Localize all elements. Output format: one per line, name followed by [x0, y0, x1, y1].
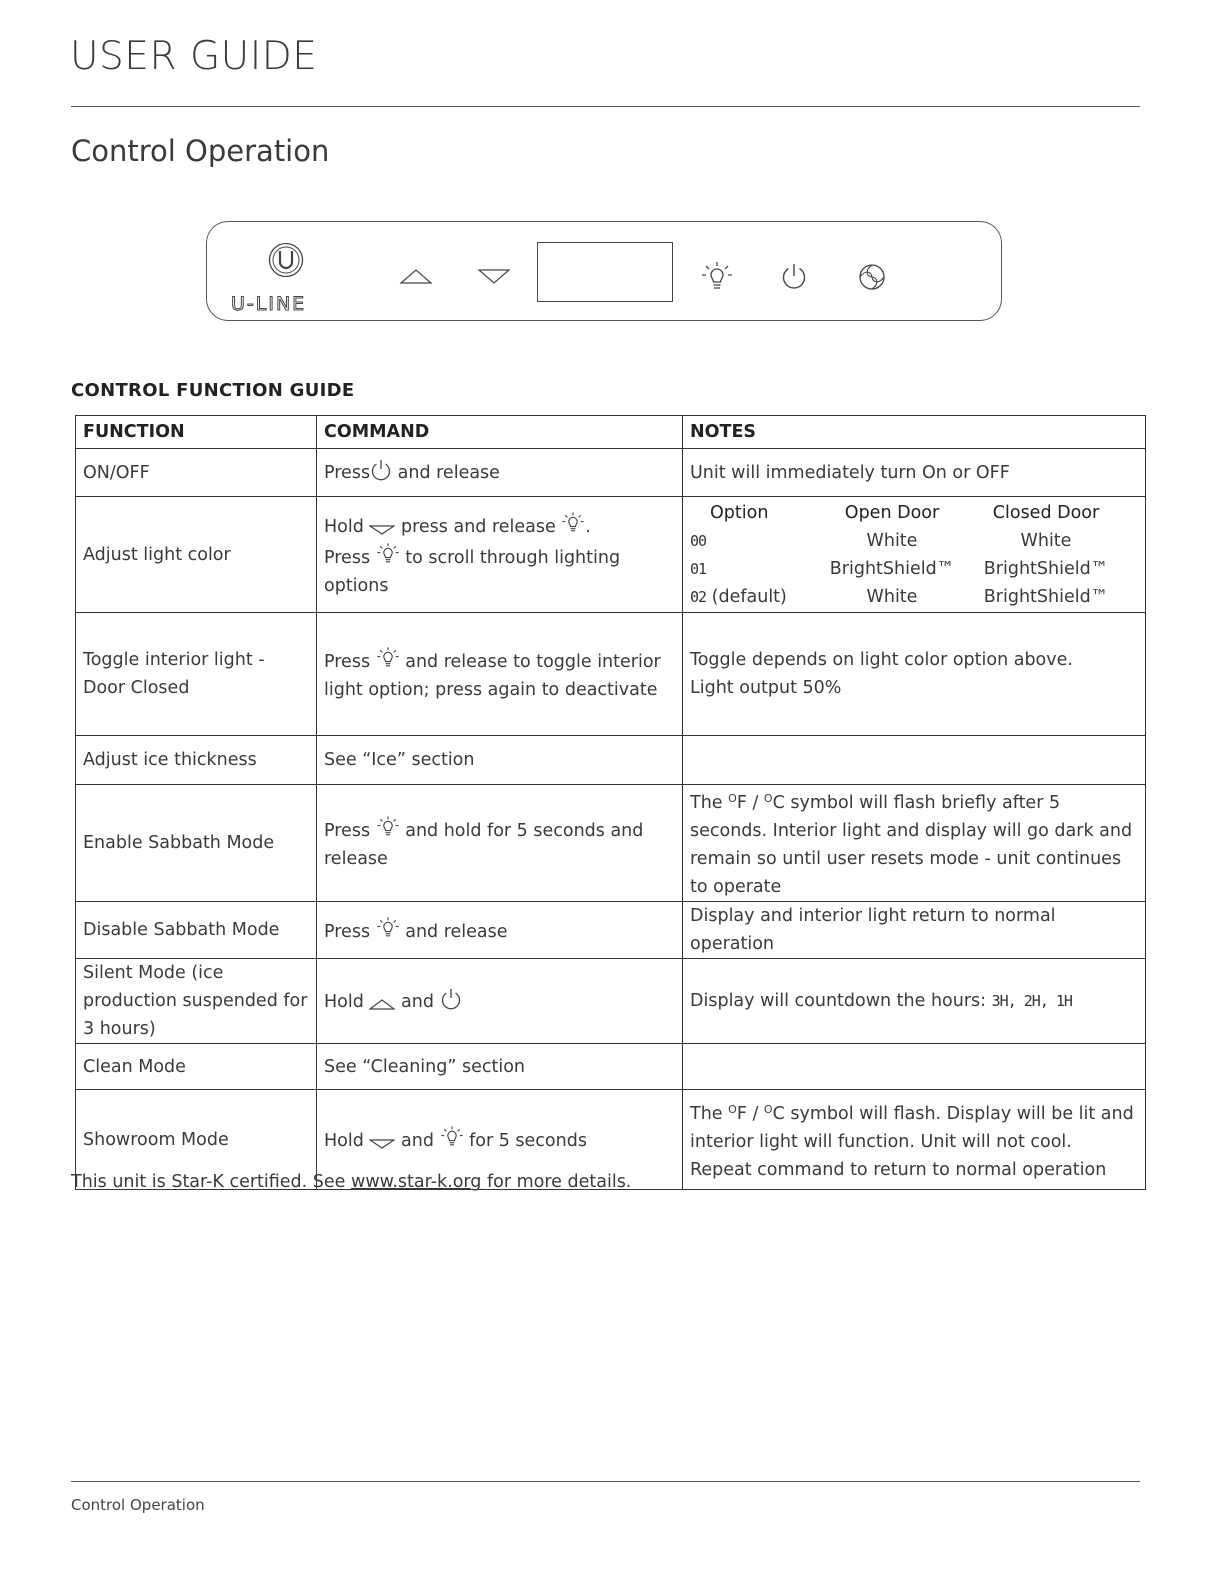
command-text: and — [401, 991, 434, 1012]
command-text: Hold — [324, 516, 364, 537]
function-cell: Showroom Mode — [76, 1090, 317, 1190]
command-cell — [317, 959, 683, 1044]
temperature-display — [537, 242, 673, 302]
table-row — [76, 1044, 1146, 1090]
table-row — [76, 497, 1146, 613]
function-cell: Enable Sabbath Mode — [76, 785, 317, 902]
function-cell: Adjust light color — [76, 497, 317, 613]
option-code: 00 — [690, 531, 707, 550]
notes-line: Light output 50% — [690, 678, 842, 698]
star-k-link[interactable]: www.star-k.org — [351, 1172, 482, 1192]
notes-cell: The $^O$F / $^O$C symbol will flash. Display will be lit and interior light will function. Unit will not cool. Repeat command to return to normal operation — [683, 1090, 1146, 1190]
command-cell — [317, 902, 683, 959]
closed-door-value: BrightShield™ — [983, 586, 1109, 607]
degree-symbol: O — [763, 1102, 773, 1116]
command-cell: See “Cleaning” section — [317, 1044, 683, 1090]
option-header: Option — [710, 502, 769, 523]
table-row — [76, 902, 1146, 959]
table-row — [76, 785, 1146, 902]
column-header-function: FUNCTION — [76, 416, 317, 449]
notes-cell: The $^O$F / $^O$C symbol will flash briefly after 5 seconds. Interior light and display will go dark and remain so until user resets mode - unit continues to operate — [683, 785, 1146, 902]
command-text: Press — [324, 921, 371, 942]
function-cell: Toggle interior light - Door Closed — [76, 613, 317, 736]
open-door-header: Open Door — [844, 502, 940, 523]
table-row — [76, 613, 1146, 736]
command-cell — [317, 613, 683, 736]
notes-cell — [683, 1044, 1146, 1090]
notes-cell: Display will countdown the hours: 3H, 2H, 1H — [683, 959, 1146, 1044]
notes-cell: Display and interior light return to normal operation — [683, 902, 1146, 959]
footer-section-label: Control Operation — [71, 1496, 205, 1514]
star-k-footnote: This unit is Star-K certified. See www.star-k.org for more details. — [71, 1172, 632, 1192]
page-header-title: USER GUIDE — [70, 34, 318, 79]
light-icon — [376, 645, 400, 671]
command-text: press and release — [401, 516, 556, 537]
command-cell — [317, 785, 683, 902]
light-icon — [376, 541, 400, 567]
footer-divider — [71, 1481, 1140, 1482]
command-text: and — [401, 1131, 434, 1151]
command-text: and release to toggle interior light option; press again to deactivate — [324, 651, 661, 700]
countdown-hours: 3H, 2H, 1H — [991, 992, 1072, 1010]
command-text: and release — [397, 463, 500, 483]
table-row — [76, 959, 1146, 1044]
degree-symbol: O — [728, 792, 737, 805]
power-icon — [780, 262, 808, 292]
open-door-value: BrightShield™ — [829, 558, 955, 579]
function-cell: ON/OFF — [76, 449, 317, 497]
function-cell: Silent Mode (ice production suspended for 3 hours) — [76, 959, 317, 1044]
closed-door-value: White — [1020, 530, 1072, 551]
command-text: and hold for 5 seconds and release — [324, 820, 644, 869]
section-title: Control Operation — [71, 134, 330, 168]
command-text: Hold — [324, 1131, 364, 1151]
open-door-value: White — [866, 530, 918, 551]
light-icon — [700, 260, 734, 294]
table-row — [76, 736, 1146, 785]
light-icon — [376, 814, 400, 840]
control-function-table — [75, 415, 1146, 1190]
down-arrow-icon — [369, 524, 395, 536]
option-code: 02 (default) — [690, 586, 787, 607]
down-arrow-icon — [369, 1138, 395, 1150]
function-cell: Adjust ice thickness — [76, 736, 317, 785]
notes-cell — [683, 497, 1146, 613]
closed-door-header: Closed Door — [992, 502, 1100, 523]
u-line-wordmark: U-LINE — [231, 293, 307, 315]
command-text: . — [585, 516, 591, 537]
command-text: to scroll through lighting options — [324, 547, 621, 596]
degree-symbol: O — [728, 1102, 737, 1116]
command-text: for 5 seconds — [469, 1131, 587, 1151]
closed-door-value: BrightShield™ — [983, 558, 1109, 579]
light-icon — [561, 510, 585, 536]
power-icon — [370, 458, 392, 482]
notes-cell — [683, 613, 1146, 736]
degree-symbol: O — [763, 792, 773, 805]
table-header-row — [76, 416, 1146, 449]
up-arrow-icon — [369, 997, 395, 1011]
light-icon — [376, 915, 400, 941]
command-text: Press — [324, 820, 371, 841]
command-text: Press — [324, 463, 371, 483]
table-row — [76, 449, 1146, 497]
down-arrow-icon — [477, 266, 511, 286]
lighting-options-table — [690, 499, 1138, 611]
command-cell — [317, 497, 683, 613]
option-code: 01 — [690, 559, 707, 578]
column-header-notes: NOTES — [683, 416, 1146, 449]
command-text: Press — [324, 547, 371, 568]
light-icon — [440, 1124, 464, 1150]
open-door-value: White — [866, 586, 918, 607]
up-arrow-icon — [399, 266, 433, 286]
control-panel-illustration — [206, 221, 1002, 321]
notes-cell — [683, 736, 1146, 785]
control-function-guide-heading: CONTROL FUNCTION GUIDE — [71, 380, 355, 401]
command-cell: See “Ice” section — [317, 736, 683, 785]
u-line-logo-mark-icon — [268, 242, 304, 278]
notes-cell: Unit will immediately turn On or OFF — [683, 449, 1146, 497]
function-cell: Disable Sabbath Mode — [76, 902, 317, 959]
power-icon — [440, 987, 462, 1011]
notes-line: Toggle depends on light color option above. — [690, 650, 1073, 670]
function-cell: Clean Mode — [76, 1044, 317, 1090]
column-header-command: COMMAND — [317, 416, 683, 449]
command-text: and release — [405, 921, 508, 942]
command-text: Press — [324, 651, 371, 672]
ice-icon — [857, 262, 887, 292]
u-line-logo — [229, 238, 339, 315]
command-cell — [317, 449, 683, 497]
header-divider — [71, 106, 1140, 107]
command-text: Hold — [324, 991, 364, 1012]
